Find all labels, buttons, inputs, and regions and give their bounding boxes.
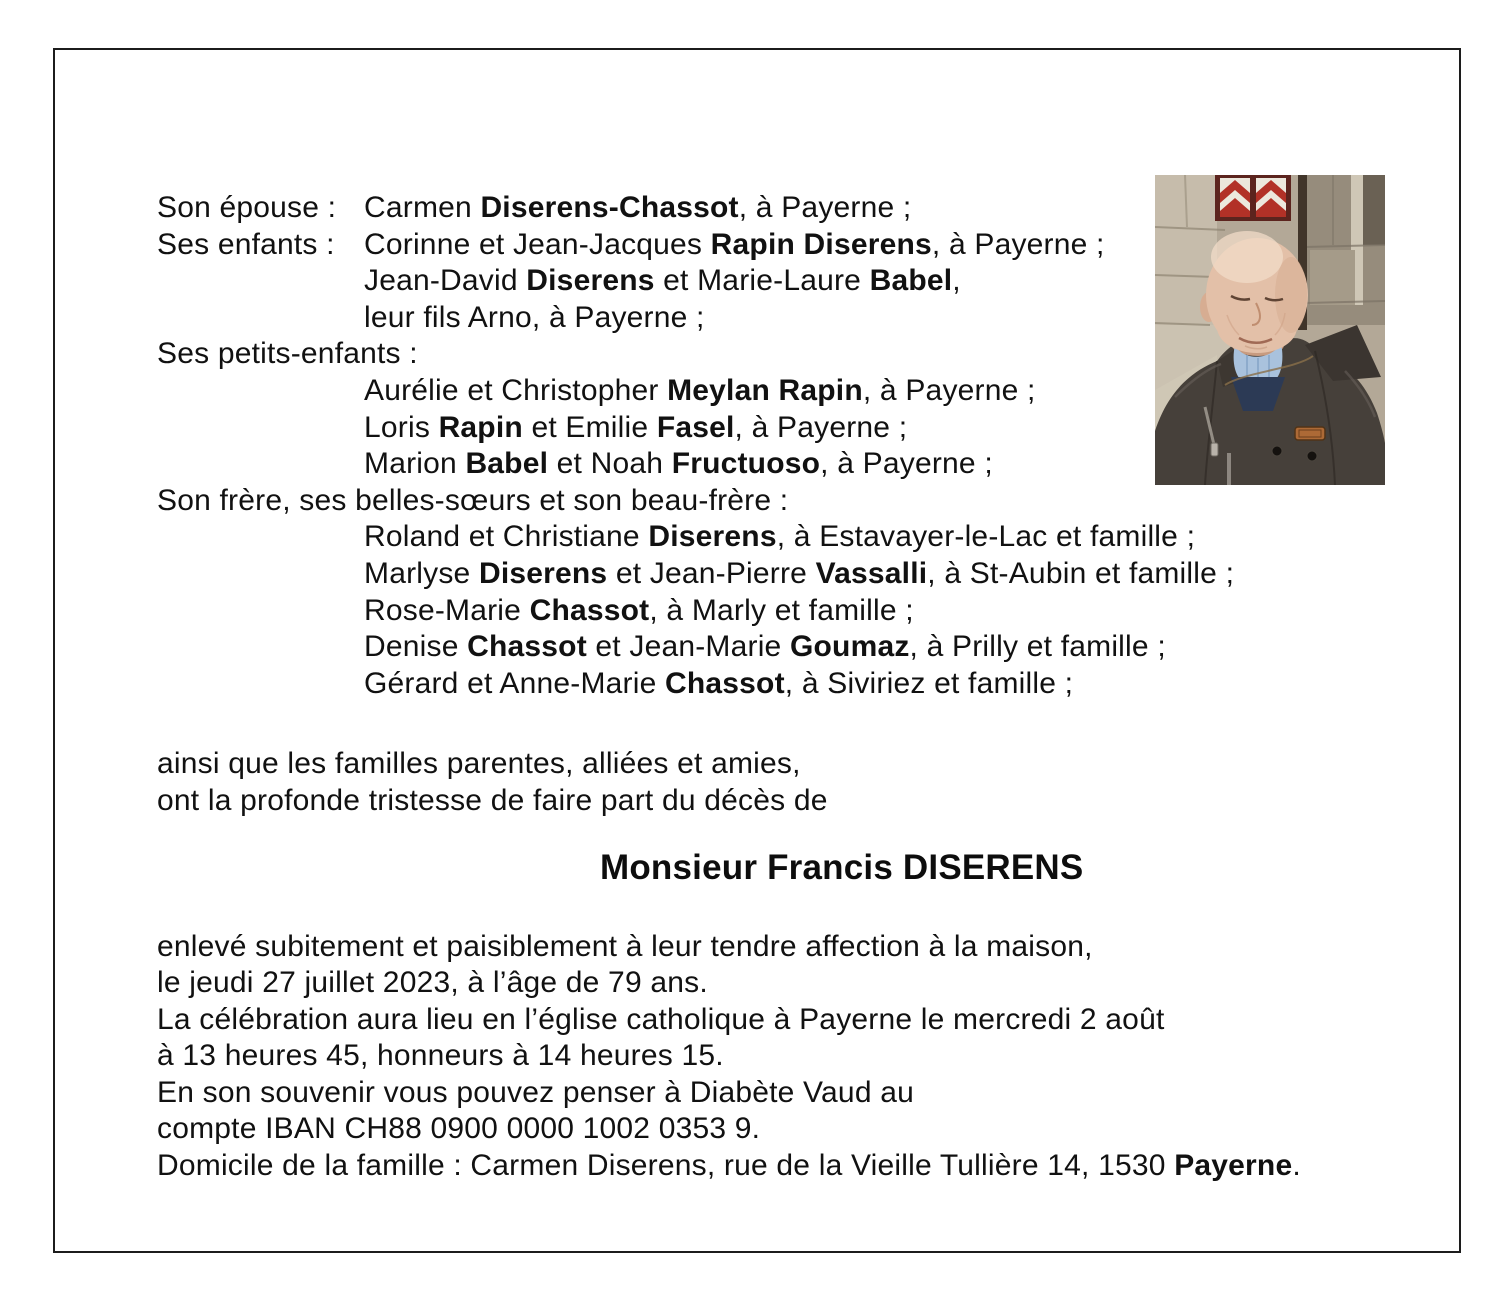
family-names: Jean-David Diserens et Marie-Laure Babel, <box>364 264 961 298</box>
family-line <box>157 263 1301 300</box>
deceased-name-title: Monsieur Francis DISERENS <box>600 847 1084 887</box>
family-names: Aurélie et Christopher Meylan Rapin, à Payerne ; <box>364 373 1036 407</box>
detail-line: La célébration aura lieu en l’église catholique à Payerne le mercredi 2 août <box>157 1002 1165 1036</box>
family-names: Denise Chassot et Jean-Marie Goumaz, à Prilly et famille ; <box>364 630 1166 664</box>
family-line <box>157 410 1301 447</box>
family-role-label: Son épouse : <box>157 191 337 224</box>
family-line <box>157 556 1301 593</box>
detail-line: à 13 heures 45, honneurs à 14 heures 15. <box>157 1039 724 1073</box>
family-line <box>157 666 1301 703</box>
family-names: Marion Babel et Noah Fructuoso, à Payerne ; <box>364 447 993 481</box>
detail-line: le jeudi 27 juillet 2023, à l’âge de 79 ans. <box>157 966 708 1000</box>
intro-line: ainsi que les familles parentes, alliées et amies, <box>157 747 801 781</box>
document-frame <box>53 48 1461 1253</box>
chevron-sign <box>1215 175 1291 221</box>
family-names: Roland et Christiane Diserens, à Estavayer-le-Lac et famille ; <box>364 520 1196 554</box>
family-line <box>157 300 1301 337</box>
intro-line: ont la profonde tristesse de faire part du décès de <box>157 783 828 817</box>
obituary-text <box>157 190 1301 1185</box>
portrait-photo <box>1155 175 1385 485</box>
portrait-photo-illustration <box>1155 175 1385 485</box>
family-names: Rose-Marie Chassot, à Marly et famille ; <box>364 593 914 627</box>
detail-line: enlevé subitement et paisiblement à leur tendre affection à la maison, <box>157 929 1093 963</box>
family-line <box>157 190 1301 227</box>
family-names: Loris Rapin et Emilie Fasel, à Payerne ; <box>364 410 908 444</box>
family-list <box>157 190 1301 702</box>
detail-line: compte IBAN CH88 0900 0000 1002 0353 9. <box>157 1112 761 1146</box>
family-role-label: Ses enfants : <box>157 227 335 261</box>
family-line <box>157 629 1301 666</box>
family-line <box>157 519 1301 556</box>
family-line <box>157 336 1301 373</box>
family-line <box>157 373 1301 410</box>
family-names: Marlyse Diserens et Jean-Pierre Vassalli, à St-Aubin et famille ; <box>364 556 1235 590</box>
jacket-button <box>1307 451 1317 461</box>
intro-paragraph <box>157 746 1301 819</box>
family-role-label: Son frère, ses belles-sœurs et son beau-frère : <box>157 483 789 517</box>
family-line <box>157 446 1301 483</box>
detail-line: En son souvenir vous pouvez penser à Diabète Vaud au <box>157 1075 915 1109</box>
jacket-button <box>1272 446 1282 456</box>
family-role-label: Ses petits-enfants : <box>157 337 418 371</box>
family-line <box>157 483 1301 520</box>
family-names: Gérard et Anne-Marie Chassot, à Siviriez et famille ; <box>364 666 1074 700</box>
family-names: Corinne et Jean-Jacques Rapin Diserens, à Payerne ; <box>364 227 1105 261</box>
details-paragraph <box>157 929 1301 1185</box>
jacket-patch <box>1295 427 1325 440</box>
detail-line: Domicile de la famille : Carmen Diserens, rue de la Vieille Tullière 14, 1530 Payerne. <box>157 1149 1301 1183</box>
family-line <box>157 593 1301 630</box>
family-names: leur fils Arno, à Payerne ; <box>364 300 705 334</box>
family-names: Carmen Diserens-Chassot, à Payerne ; <box>364 191 912 224</box>
family-line <box>157 227 1301 264</box>
